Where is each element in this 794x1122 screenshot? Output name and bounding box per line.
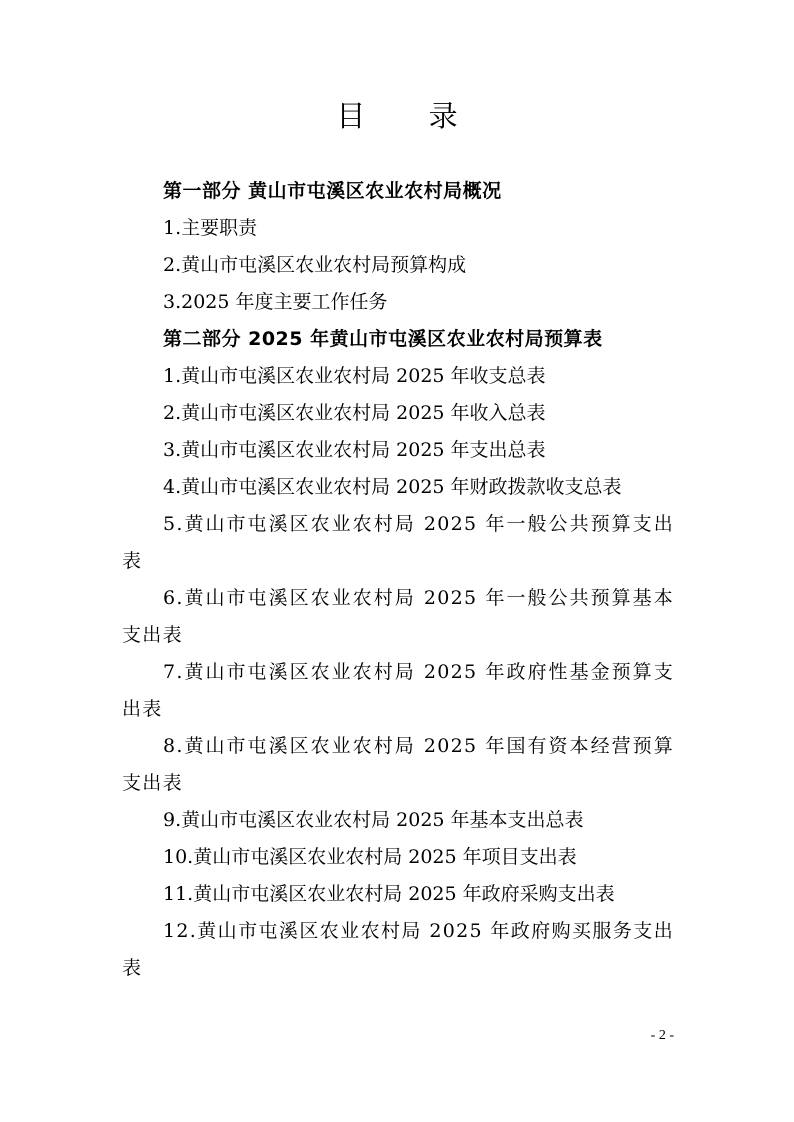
toc-entry: 5.黄山市屯溪区农业农村局 2025 年一般公共预算支出表 [122,513,674,572]
toc-entry: 6.黄山市屯溪区农业农村局 2025 年一般公共预算基本支出表 [122,587,674,646]
toc-entry: 1.主要职责 [163,217,258,239]
toc-entry: 3.2025 年度主要工作任务 [163,291,388,313]
toc-entry: 2.黄山市屯溪区农业农村局预算构成 [163,254,467,276]
toc-entry: 8.黄山市屯溪区农业农村局 2025 年国有资本经营预算支出表 [122,735,674,794]
toc-entry: 7.黄山市屯溪区农业农村局 2025 年政府性基金预算支出表 [122,661,674,720]
table-of-contents [122,173,674,987]
toc-entry: 1.黄山市屯溪区农业农村局 2025 年收支总表 [163,365,546,387]
toc-part-heading: 第一部分 黄山市屯溪区农业农村局概况 [163,180,502,202]
toc-entry: 2.黄山市屯溪区农业农村局 2025 年收入总表 [163,402,546,424]
toc-entry: 4.黄山市屯溪区农业农村局 2025 年财政拨款收支总表 [163,476,622,498]
toc-part-heading: 第二部分 2025 年黄山市屯溪区农业农村局预算表 [163,328,603,350]
toc-entry: 9.黄山市屯溪区农业农村局 2025 年基本支出总表 [163,809,584,831]
toc-entry: 3.黄山市屯溪区农业农村局 2025 年支出总表 [163,439,546,461]
toc-entry: 10.黄山市屯溪区农业农村局 2025 年项目支出表 [163,846,577,868]
toc-entry: 12.黄山市屯溪区农业农村局 2025 年政府购买服务支出表 [122,920,674,979]
toc-entry: 11.黄山市屯溪区农业农村局 2025 年政府采购支出表 [163,883,615,905]
page-number: - 2 - [650,1028,674,1043]
page-title: 目 录 [336,99,485,133]
